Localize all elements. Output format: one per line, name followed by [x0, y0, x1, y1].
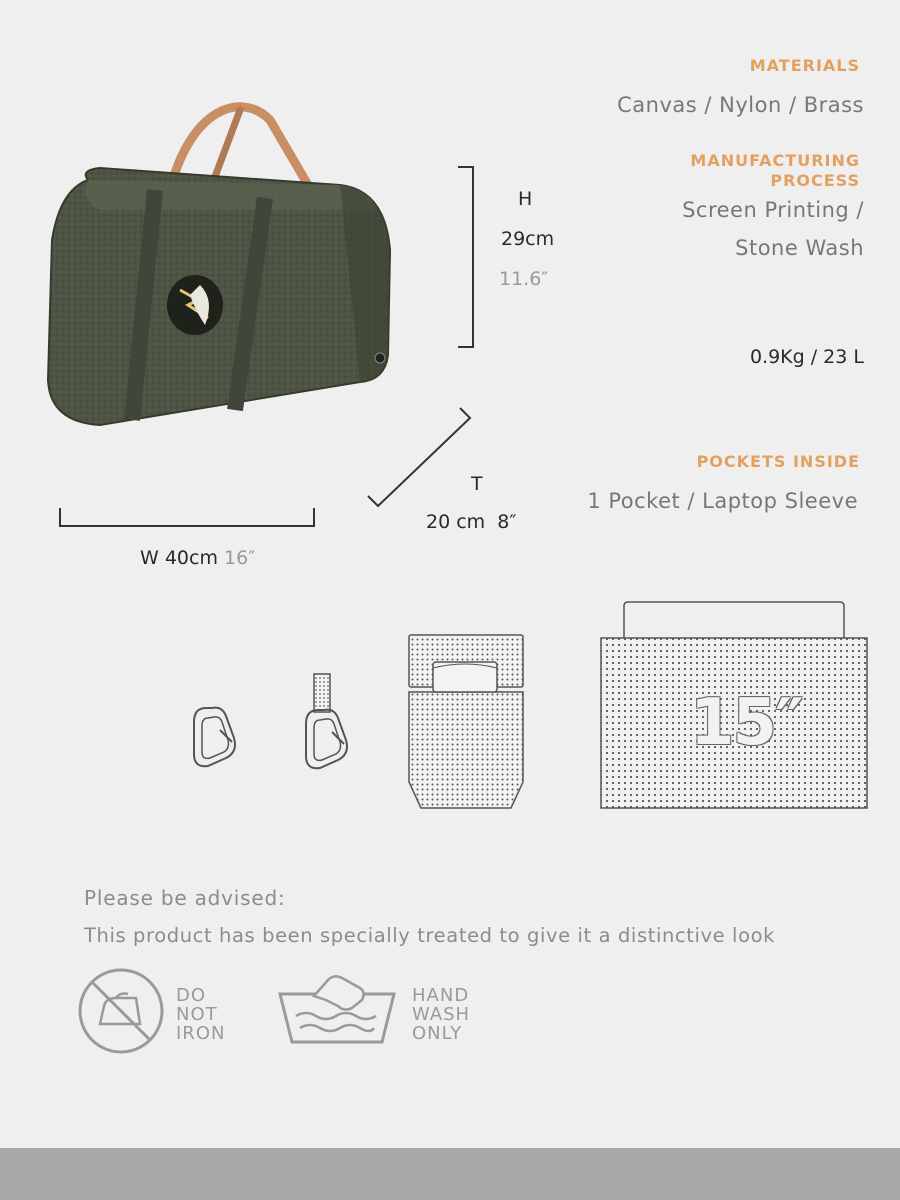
- hand-wash-label: HAND WASH ONLY: [412, 985, 471, 1044]
- process-heading-line1: MANUFACTURING: [690, 151, 860, 170]
- carabiner-with-strap-icon: [294, 672, 354, 774]
- process-value-line1: Screen Printing /: [682, 198, 864, 222]
- width-label: W 40cm 16″: [140, 547, 256, 569]
- weight-volume: 0.9Kg / 23 L: [749, 346, 864, 368]
- hand-wash-icon: [274, 972, 400, 1048]
- materials-value: Canvas / Nylon / Brass: [617, 93, 864, 117]
- process-value-line2: Stone Wash: [735, 236, 864, 260]
- laptop-size-label: 15″: [690, 686, 802, 760]
- materials-heading: MATERIALS: [749, 56, 860, 75]
- height-in: 11.6″: [499, 268, 549, 290]
- no-iron-label: DO NOT IRON: [176, 985, 226, 1044]
- depth-letter: T: [471, 473, 483, 495]
- width-bracket: [58, 506, 318, 530]
- bag-illustration: [40, 90, 410, 430]
- pockets-heading: POCKETS INSIDE: [696, 452, 860, 471]
- no-iron-icon: [76, 966, 166, 1056]
- carabiner-icon: [186, 702, 242, 772]
- pockets-value: 1 Pocket / Laptop Sleeve: [587, 489, 858, 513]
- footer-bar: [0, 1148, 900, 1200]
- process-heading-line2: PROCESS: [770, 171, 860, 190]
- height-cm: 29cm: [501, 228, 555, 250]
- advisory-heading: Please be advised:: [84, 886, 286, 910]
- depth-value: 20 cm 8″: [426, 511, 517, 533]
- height-bracket: [455, 165, 477, 350]
- inner-pocket-icon: [405, 632, 527, 812]
- height-letter: H: [518, 188, 533, 210]
- advisory-text: This product has been specially treated to give it a distinctive look: [84, 924, 776, 947]
- depth-bracket: [360, 400, 475, 512]
